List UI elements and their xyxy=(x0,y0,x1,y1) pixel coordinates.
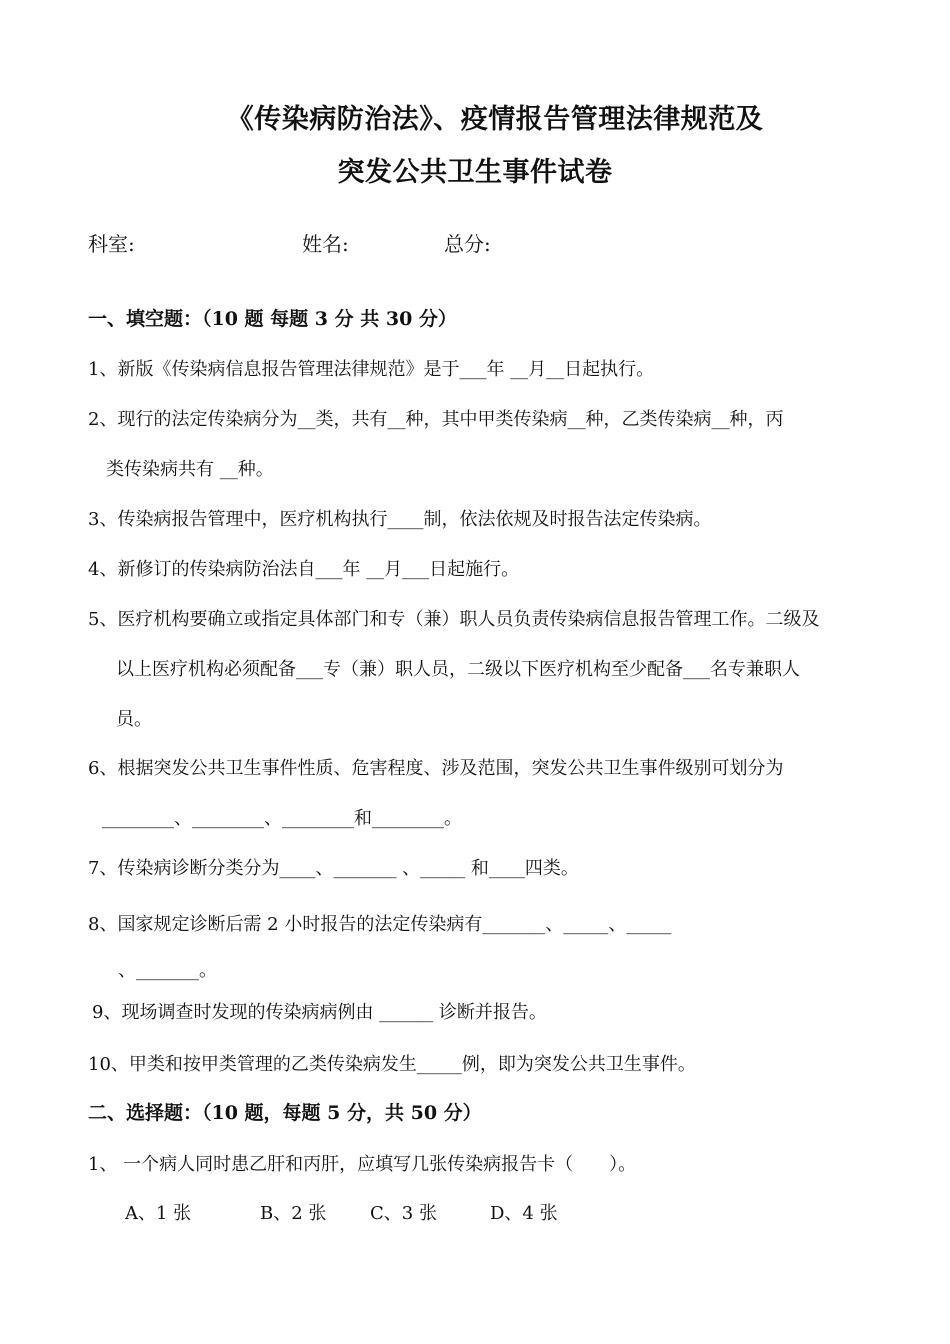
option-d: D、4 张 xyxy=(490,1203,558,1224)
question-line: 、_______。 xyxy=(118,960,217,981)
question-line: 10、甲类和按甲类管理的乙类传染病发生_____例，即为突发公共卫生事件。 xyxy=(88,1054,696,1075)
option-c: C、3 张 xyxy=(370,1203,437,1224)
choice-question: 1、 一个病人同时患乙肝和丙肝，应填写几张传染病报告卡（ ）。 xyxy=(88,1154,637,1175)
question-line: 8、国家规定诊断后需 2 小时报告的法定传染病有_______、_____、_____ xyxy=(88,914,672,935)
question-line: 员。 xyxy=(116,709,152,730)
total-score-label: 总分: xyxy=(444,232,491,256)
section-fill-in-heading: 一、填空题：（10 题 每题 3 分 共 30 分） xyxy=(88,308,457,330)
question-line: 5、医疗机构要确立或指定具体部门和专（兼）职人员负责传染病信息报告管理工作。二级及 xyxy=(88,609,820,630)
question-line: ________、________、________和________。 xyxy=(102,808,462,829)
question-line: 4、新修订的传染病防治法自___年 __月___日起施行。 xyxy=(88,559,520,580)
exam-title-line2: 突发公共卫生事件试卷 xyxy=(337,157,613,188)
option-b: B、2 张 xyxy=(260,1203,327,1224)
question-line: 3、传染病报告管理中，医疗机构执行____制，依法依规及时报告法定传染病。 xyxy=(88,509,712,530)
name-label: 姓名: xyxy=(302,232,349,256)
question-line: 7、传染病诊断分类分为____、_______ 、_____ 和____四类。 xyxy=(88,858,579,879)
question-line: 6、根据突发公共卫生事件性质、危害程度、涉及范围，突发公共卫生事件级别可划分为 xyxy=(88,758,784,779)
exam-title-line1: 《传染病防治法》、疫情报告管理法律规范及 xyxy=(226,104,764,135)
section-multiple-choice-heading: 二、选择题：（10 题，每题 5 分，共 50 分） xyxy=(88,1102,482,1124)
question-line: 9、现场调查时发现的传染病病例由 ______ 诊断并报告。 xyxy=(92,1002,547,1023)
option-a: A、1 张 xyxy=(125,1203,192,1224)
department-label: 科室: xyxy=(88,232,135,256)
question-line: 以上医疗机构必须配备___专（兼）职人员，二级以下医疗机构至少配备___名专兼职人 xyxy=(116,659,800,680)
question-line: 类传染病共有 __种。 xyxy=(106,459,274,480)
question-line: 2、现行的法定传染病分为__类，共有__种，其中甲类传染病__种，乙类传染病__种，丙 xyxy=(88,409,784,430)
question-line: 1、新版《传染病信息报告管理法律规范》是于___年 __月__日起执行。 xyxy=(88,359,655,380)
